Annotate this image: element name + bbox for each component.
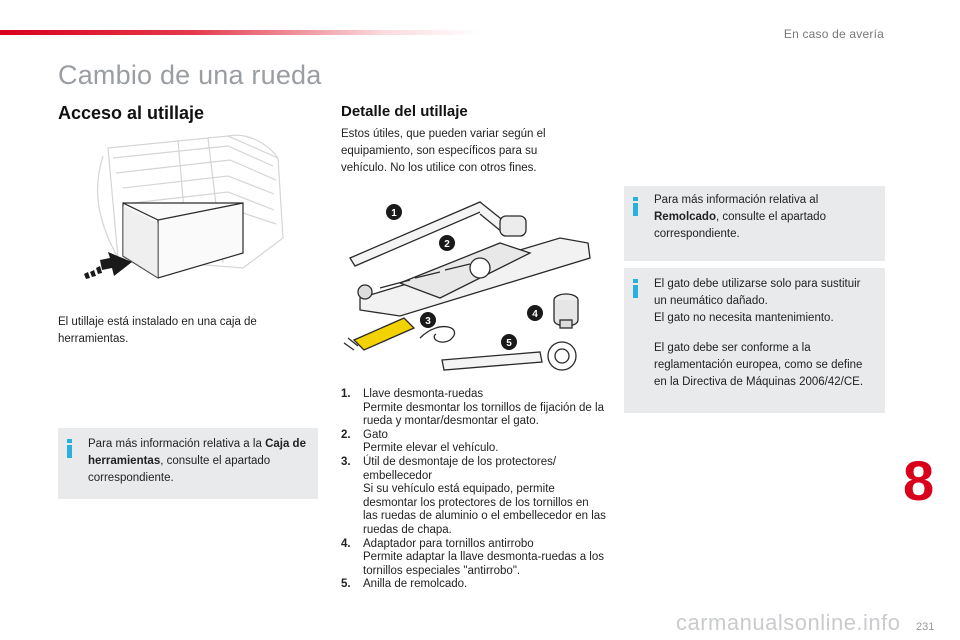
callout-4: 4 [532,309,538,320]
callout-3: 3 [425,316,431,327]
list-item: 3. Útil de desmontaje de los protectores/ embellecedor Si su vehículo está equipado, permite desmontar los protectores de los tornillos en las ruedas de aluminio o el embellecedor en las ruedas de chapa. [341,455,606,536]
toolbox-caption: El utillaje está instalado en una caja de herramientas. [58,316,257,345]
section-heading-tools: Detalle del utillaje [341,103,468,120]
list-item: 4. Adaptador para tornillos antirrobo Permite adaptar la llave desmonta-ruedas a los tornillos especiales "antirrobo". [341,537,604,577]
page-title: Cambio de una rueda [58,60,322,90]
tools-intro: Estos útiles, que pueden variar según el equipamiento, son específicos para su vehículo. No los utilice con otros fines. [341,128,546,174]
info-text-toolbox: Para más información relativa a la Caja de herramientas, consulte el apartado correspondiente. [88,438,306,484]
info-text-towing: Para más información relativa al Remolcado, consulte el apartado correspondiente. [654,194,826,240]
section-heading-access: Acceso al utillaje [58,103,205,123]
tools-illustration [340,188,610,378]
list-item: 1. Llave desmonta-ruedas Permite desmontar los tornillos de fijación de la rueda y montar/desmontar el gato. [341,388,604,428]
direction-arrow-icon [80,248,135,280]
info-box-jack [624,268,885,413]
info-icon [633,279,639,298]
chapter-title: En caso de avería [783,27,884,41]
tools-list [341,388,606,592]
callout-1: 1 [391,208,397,219]
info-icon [67,439,73,458]
info-box-toolbox [58,428,318,499]
callout-5: 5 [506,338,512,349]
header-accent-bar [0,30,480,35]
list-item: 2. Gato Permite elevar el vehículo. [341,428,499,455]
info-box-towing [624,186,885,261]
chapter-number: 8 [903,449,935,512]
callout-2: 2 [444,239,450,250]
page-number: 231 [916,621,935,633]
list-item: 5. Anilla de remolcado. [341,578,468,591]
info-text-jack: El gato debe utilizarse solo para sustituir un neumático dañado. El gato no necesita mantenimiento. El gato debe ser conforme a la reglamentación europea, como se define en la Directiva de Máquinas 2006/42/CE. [654,278,864,388]
watermark: carmanualsonline.info [676,610,901,635]
info-icon [633,197,639,216]
